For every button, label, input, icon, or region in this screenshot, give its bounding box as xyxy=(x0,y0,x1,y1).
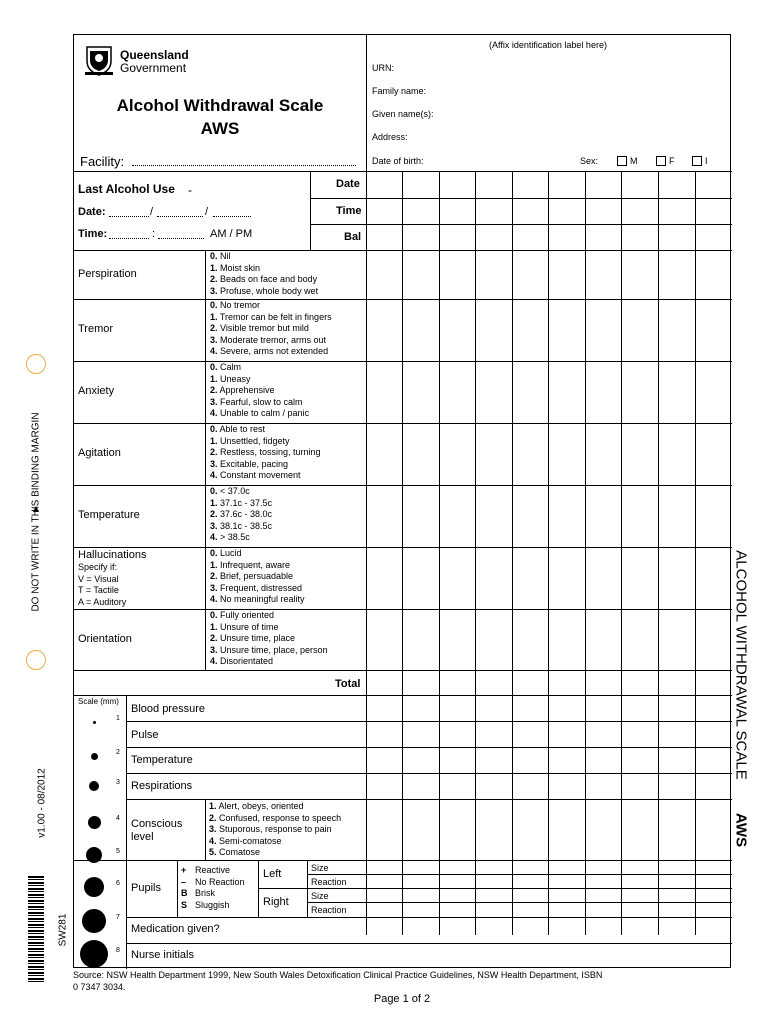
form-code-title: AWS xyxy=(200,119,240,138)
last-use-title: Last Alcohol Use xyxy=(78,182,175,196)
hallucination-hint: V = Visual xyxy=(78,573,119,584)
facility-label: Facility: xyxy=(80,154,125,169)
date-separator: / xyxy=(150,206,154,218)
pupil-size-dot xyxy=(86,847,102,863)
criterion-options xyxy=(210,300,332,358)
pupil-size-number: 3 xyxy=(116,779,120,786)
last-use-ampm: AM / PM xyxy=(210,228,253,240)
left-size-label: Size xyxy=(311,863,329,873)
source-line-2: 0 7347 3034. xyxy=(73,982,126,992)
criterion-options xyxy=(210,548,305,606)
option-item: 1. Moist skin xyxy=(210,262,261,273)
sex-m-label: M xyxy=(630,156,638,166)
pupil-code-label: Brisk xyxy=(195,888,215,898)
option-item: 0. < 37.0c xyxy=(210,486,250,496)
queensland-crest-icon xyxy=(82,43,116,77)
option-item: 2. Unsure time, place xyxy=(210,633,296,644)
date-separator: / xyxy=(205,206,209,218)
option-item: 3. Profuse, whole body wet xyxy=(210,285,319,296)
option-item: 4. No meaningful reality xyxy=(210,594,305,605)
sex-label: Sex: xyxy=(580,156,599,166)
criterion-tremor: Tremor xyxy=(78,323,114,335)
option-item: 2. Restless, tossing, turning xyxy=(210,447,321,458)
option-item: 2. Apprehensive xyxy=(210,385,275,396)
option-item: 0. Calm xyxy=(210,362,242,372)
pupil-size-number: 6 xyxy=(116,880,120,887)
option-item: 0. Fully oriented xyxy=(210,610,275,620)
conscious-option: 5. Comatose xyxy=(209,847,261,858)
option-item: 2. Beads on face and body xyxy=(210,274,318,285)
source-line-1: Source: NSW Health Department 1999, New South Wales Detoxification Clinical Practice Guidelines, NSW Health Department, ISBN xyxy=(73,970,603,980)
logo-line-2: Government xyxy=(120,61,187,75)
side-code: AWS xyxy=(732,812,750,848)
option-item: 3. Unsure time, place, person xyxy=(210,644,328,655)
conscious-option: 3. Stuporous, response to pain xyxy=(209,824,332,835)
sex-i-checkbox[interactable] xyxy=(692,156,702,166)
pupil-size-number: 5 xyxy=(116,848,120,855)
option-item: 2. Visible tremor but mild xyxy=(210,323,309,334)
pupil-size-dot xyxy=(89,781,99,791)
family-name-label: Family name: xyxy=(372,86,427,96)
conscious-option: 1. Alert, obeys, oriented xyxy=(209,801,304,811)
pupil-code-label: Sluggish xyxy=(195,899,230,910)
arrow-up-icon xyxy=(33,506,39,512)
last-use-time-hour[interactable] xyxy=(109,238,149,239)
conscious-option: 2. Confused, response to speech xyxy=(209,812,342,823)
option-item: 4. Disorientated xyxy=(210,656,274,667)
urn-label: URN: xyxy=(372,63,394,73)
pupil-size-dot xyxy=(93,721,96,724)
version-label: v1.00 - 08/2012 xyxy=(36,768,48,838)
criterion-options xyxy=(210,362,309,420)
criterion-anxiety: Anxiety xyxy=(78,385,115,397)
address-label: Address: xyxy=(372,132,408,142)
last-use-time-label: Time: xyxy=(78,228,108,240)
sex-f-label: F xyxy=(669,156,675,166)
pupils-label: Pupils xyxy=(131,882,161,894)
blood-pressure-label: Blood pressure xyxy=(131,703,205,715)
option-item: 1. Uneasy xyxy=(210,373,251,384)
criterion-perspiration: Perspiration xyxy=(78,267,137,280)
page-number: Page 1 of 2 xyxy=(373,993,431,1005)
pupil-code-symbol: S xyxy=(181,899,188,910)
option-item: 0. Able to rest xyxy=(210,424,266,434)
hallucination-hint: Specify if: xyxy=(78,562,118,572)
criterion-options xyxy=(210,610,328,668)
pupil-right-label: Right xyxy=(263,896,289,908)
nurse-initials-label: Nurse initials xyxy=(131,949,194,961)
sex-f-checkbox[interactable] xyxy=(656,156,666,166)
option-item: 4. > 38.5c xyxy=(210,532,250,543)
hallucination-hint: T = Tactile xyxy=(78,585,119,595)
pupil-code-label: Reactive xyxy=(195,865,231,875)
last-use-date-year[interactable] xyxy=(213,216,251,217)
right-size-label: Size xyxy=(311,891,329,901)
criterion-agitation: Agitation xyxy=(78,447,121,459)
criterion-temperature: Temperature xyxy=(78,509,140,521)
aws-form xyxy=(73,34,731,968)
left-reaction-label: Reaction xyxy=(311,877,347,887)
last-use-date-month[interactable] xyxy=(157,216,203,217)
barcode xyxy=(28,876,44,984)
respirations-label: Respirations xyxy=(131,780,193,792)
conscious-label-1: Conscious xyxy=(131,818,183,830)
pupil-size-number: 4 xyxy=(116,815,120,822)
pupil-size-number: 7 xyxy=(116,914,120,921)
binding-hole-top xyxy=(26,354,46,374)
option-item: 4. Unable to calm / panic xyxy=(210,408,310,419)
time-separator: : xyxy=(152,228,156,240)
pupil-size-dot xyxy=(82,909,106,933)
criterion-options xyxy=(210,424,321,482)
pupil-size-number: 8 xyxy=(116,947,120,954)
option-item: 1. Unsure of time xyxy=(210,621,279,632)
medication-label: Medication given? xyxy=(131,923,220,935)
pulse-label: Pulse xyxy=(131,729,159,741)
last-use-date-label: Date: xyxy=(78,206,106,218)
option-item: 3. Excitable, pacing xyxy=(210,458,289,469)
side-title: ALCOHOL WITHDRAWAL SCALE xyxy=(732,550,750,780)
facility-field[interactable] xyxy=(132,165,356,166)
option-item: 3. 38.1c - 38.5c xyxy=(210,520,273,531)
option-item: 4. Constant movement xyxy=(210,470,301,481)
pupil-code-symbol: B xyxy=(181,888,188,898)
scale-label: Scale (mm) xyxy=(78,697,119,706)
pupil-size-dot xyxy=(91,753,98,760)
option-item: 1. Unsettled, fidgety xyxy=(210,435,290,446)
option-item: 1. 37.1c - 37.5c xyxy=(210,497,273,508)
sex-i-label: I xyxy=(705,156,708,166)
option-item: 2. Brief, persuadable xyxy=(210,571,294,582)
binding-hole-bottom xyxy=(26,650,46,670)
conscious-options xyxy=(209,801,341,859)
binding-margin-note: DO NOT WRITE IN THIS BINDING MARGIN xyxy=(30,412,42,612)
logo-line-1: Queensland xyxy=(120,48,189,62)
criterion-orientation: Orientation xyxy=(78,632,132,645)
pupil-size-dot xyxy=(80,940,108,968)
option-item: 3. Fearful, slow to calm xyxy=(210,396,303,407)
option-item: 0. Lucid xyxy=(210,548,242,558)
option-item: 0. No tremor xyxy=(210,300,261,310)
option-item: 4. Severe, arms not extended xyxy=(210,346,329,357)
criterion-options xyxy=(210,251,318,297)
pupil-size-number: 2 xyxy=(116,749,120,756)
option-item: 3. Moderate tremor, arms out xyxy=(210,334,327,345)
hallucination-hint: A = Auditory xyxy=(78,596,127,607)
form-code: SW281 xyxy=(57,913,69,947)
option-item: 3. Frequent, distressed xyxy=(210,582,303,593)
sex-m-checkbox[interactable] xyxy=(617,156,627,166)
pupil-code-symbol: – xyxy=(181,876,187,887)
dob-label: Date of birth: xyxy=(372,156,424,166)
option-item: 1. Infrequent, aware xyxy=(210,559,291,570)
pupil-size-dot xyxy=(88,816,101,829)
given-names-label: Given name(s): xyxy=(372,109,434,119)
col-bal-label: Bal xyxy=(344,231,362,243)
criterion-hallucinations: Hallucinations xyxy=(78,549,147,561)
temperature-label: Temperature xyxy=(131,754,193,766)
col-time-label: Time xyxy=(336,205,362,217)
last-use-time-minute[interactable] xyxy=(158,238,204,239)
pupil-left-label: Left xyxy=(263,868,282,880)
option-item: 1. Tremor can be felt in fingers xyxy=(210,311,332,322)
pupil-code-label: No Reaction xyxy=(195,876,245,887)
option-item: 0. Nil xyxy=(210,251,231,261)
pupil-size-dot xyxy=(84,877,104,897)
total-label: Total xyxy=(335,678,361,690)
affix-label: (Affix identification label here) xyxy=(489,40,607,50)
col-date-label: Date xyxy=(336,178,360,190)
last-use-dash: - xyxy=(188,183,192,197)
right-reaction-label: Reaction xyxy=(311,905,347,915)
conscious-label-2: level xyxy=(131,831,154,843)
criterion-options xyxy=(210,486,272,544)
last-use-date-day[interactable] xyxy=(109,216,149,217)
pupil-code-symbol: + xyxy=(181,865,187,875)
pupil-size-number: 1 xyxy=(116,715,120,722)
option-item: 2. 37.6c - 38.0c xyxy=(210,509,273,520)
conscious-option: 4. Semi-comatose xyxy=(209,835,282,846)
form-title: Alcohol Withdrawal Scale xyxy=(116,96,324,115)
